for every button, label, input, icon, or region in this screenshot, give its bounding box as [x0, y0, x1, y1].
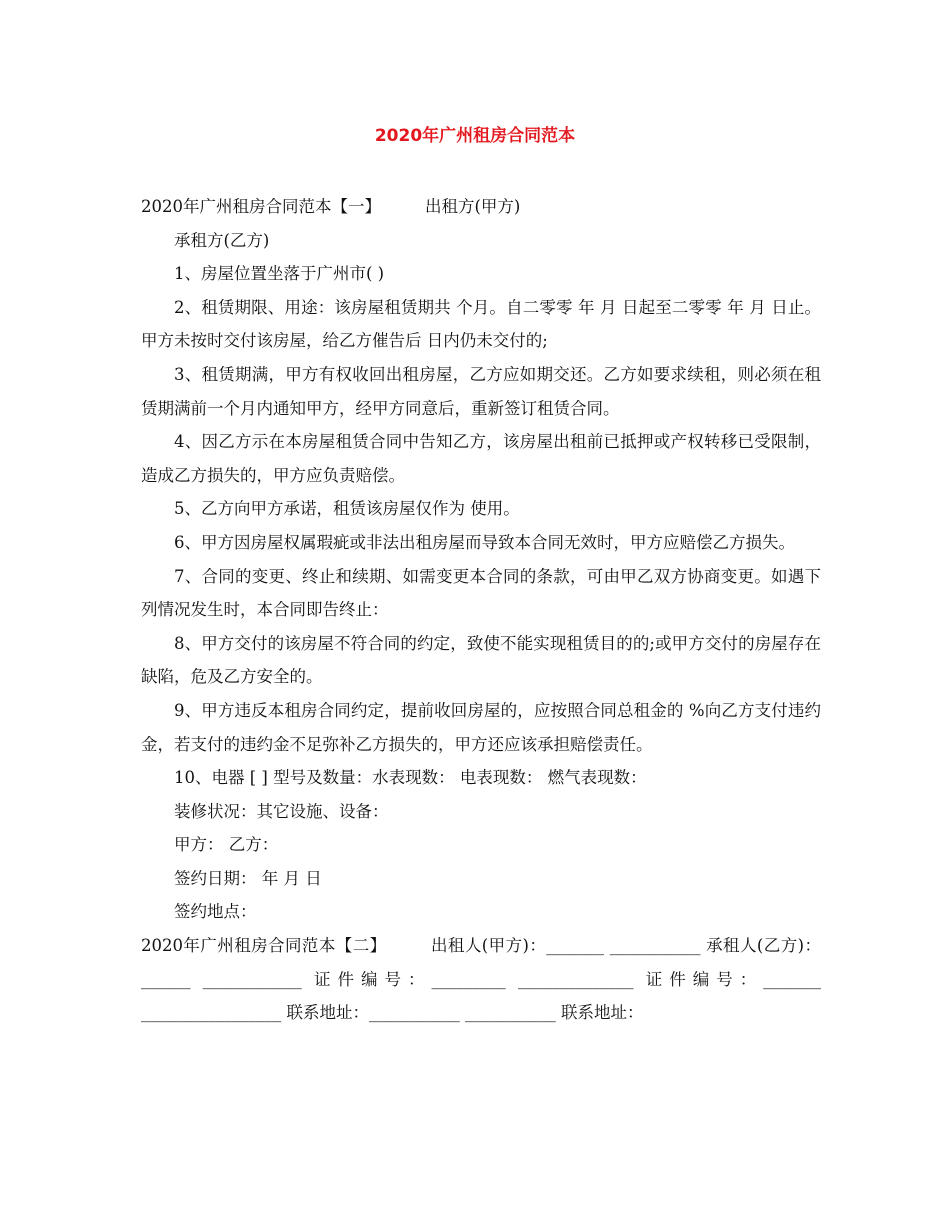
paragraph: 4、因乙方示在本房屋租赁合同中告知乙方，该房屋出租前已抵押或产权转移已受限制，造成乙方损失的，甲方应负责赔偿。: [141, 432, 821, 485]
document-title: 2020年广州租房合同范本: [374, 126, 576, 146]
paragraph-text: 出租方(甲方): [425, 197, 521, 216]
section-two-heading-paragraph: [141, 929, 821, 1030]
paragraph: 5、乙方向甲方承诺，租赁该房屋仅作为 使用。: [174, 499, 520, 519]
paragraph: 1、房屋位置坐落于广州市( ): [174, 264, 385, 284]
document-body: [141, 190, 821, 1030]
paragraph: 7、合同的变更、终止和续期、如需变更本合同的条款，可由甲乙双方协商变更。如遇下列情况发生时，本合同即告终止：: [141, 566, 821, 620]
paragraph: 6、甲方因房屋权属瑕疵或非法出租房屋而导致本合同无效时，甲方应赔偿乙方损失。: [174, 532, 795, 552]
paragraph: 3、租赁期满，甲方有权收回出租房屋，乙方应如期交还。乙方如要求续租，则必须在租赁期满前一个月内通知甲方，经甲方同意后，重新签订租赁合同。: [141, 364, 821, 418]
paragraph: 10、电器 [ ] 型号及数量：水表现数： 电表现数： 燃气表现数：: [174, 768, 647, 788]
section-two-heading: 2020年广州租房合同范本【二】: [141, 936, 387, 956]
paragraph: 9、甲方违反本租房合同约定，提前收回房屋的，应按照合同总租金的 %向乙方支付违约金，若支付的违约金不足弥补乙方损失的，甲方还应该承担赔偿责任。: [141, 700, 821, 754]
paragraph: 签约地点：: [174, 902, 257, 922]
paragraph: 承租方(乙方): [174, 230, 270, 250]
paragraph: 签约日期： 年 月 日: [174, 868, 322, 888]
paragraph: 2、租赁期限、用途：该房屋租赁期共 个月。自二零零 年 月 日起至二零零 年 月 日止。甲方未按时交付该房屋，给乙方催告后 日内仍未交付的;: [141, 297, 821, 351]
section-one-heading-paragraph: [141, 190, 821, 224]
paragraph: 装修状况：其它设施、设备：: [174, 801, 389, 821]
paragraph: 甲方： 乙方：: [174, 835, 279, 855]
paragraph: 8、甲方交付的该房屋不符合同的约定，致使不能实现租赁目的的;或甲方交付的房屋存在缺陷，危及乙方安全的。: [141, 633, 821, 687]
section-one-heading: 2020年广州租房合同范本【一】: [141, 197, 381, 216]
paragraph-text: 出租人(甲方)：_______ ___________ 承租人(乙方)：______ ____________ 证件编号：_________ ______________ 证件编号：_______ _________________ 联系地址：___________ ___________ 联系地址：: [141, 936, 821, 1023]
